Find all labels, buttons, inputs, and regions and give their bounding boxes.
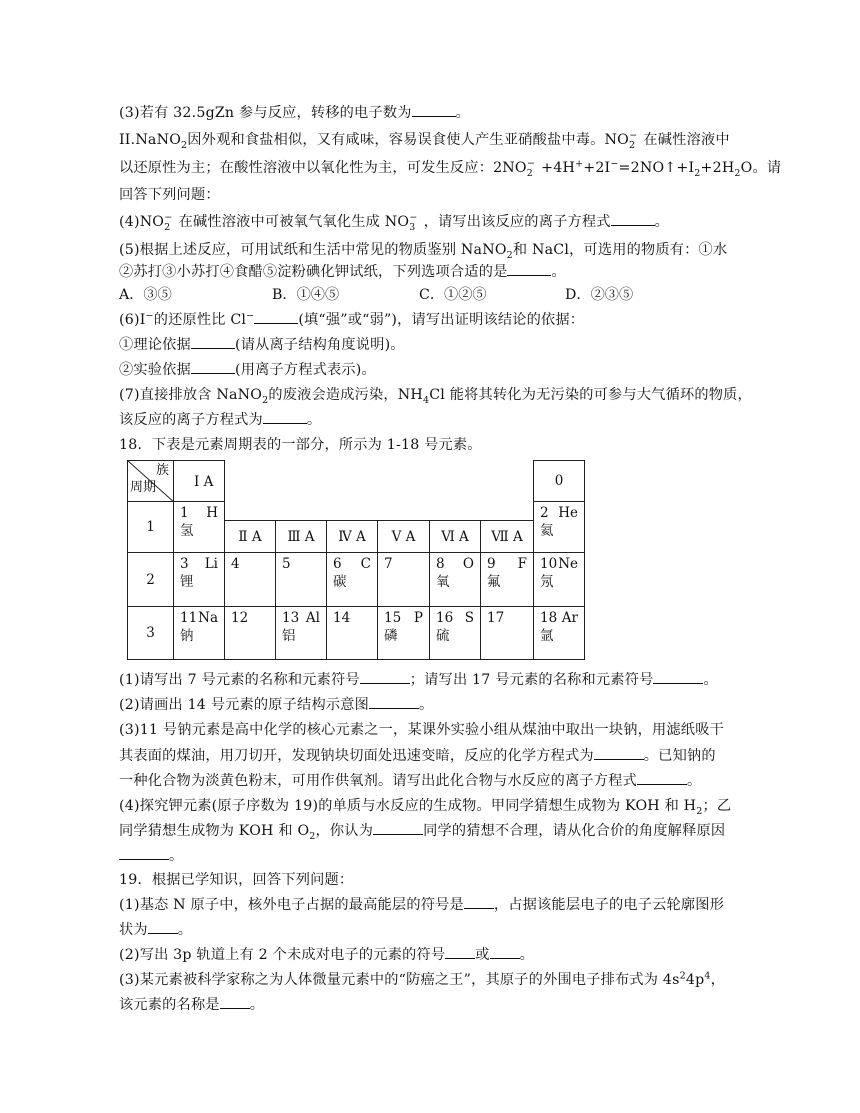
q18-part3-line1 xyxy=(119,720,749,740)
atomic-number: 10 xyxy=(540,556,558,572)
text: (1)请写出 7 号元素的名称和元素符号 xyxy=(119,672,360,688)
element-name: 氢 xyxy=(180,523,194,539)
element-cell-8 xyxy=(429,552,481,607)
table-corner-cell xyxy=(127,460,174,502)
text: 同学的猜想不合理，请从化合价的角度解释原因 xyxy=(423,823,726,839)
element-symbol: P xyxy=(413,610,423,626)
q18-part3-line3 xyxy=(119,771,749,791)
element-cell-12 xyxy=(224,606,276,660)
answer-blank xyxy=(191,335,235,349)
text: (2)写出 3p 轨道上有 2 个未成对电子的元素的符号 xyxy=(119,947,446,963)
element-cell-4 xyxy=(224,552,276,607)
text: (请从离子结构角度说明)。 xyxy=(234,337,405,353)
text: 。 xyxy=(519,947,535,963)
text: 的废液会造成污染，NH xyxy=(268,387,423,403)
text: ；乙 xyxy=(702,798,732,814)
group-label: Ⅱ A xyxy=(238,529,262,545)
answer-blank xyxy=(360,670,410,684)
corner-period-label: 周期 xyxy=(130,480,157,495)
group-header-va xyxy=(377,520,430,554)
q19-part3-line2 xyxy=(119,995,749,1015)
period-label: 1 xyxy=(146,519,155,535)
answer-blank xyxy=(369,695,419,709)
text: ，你认为 xyxy=(315,823,374,839)
element-cell-17 xyxy=(480,606,534,660)
answer-blank xyxy=(611,212,655,226)
q17-intro-line2: 以还原性为主；在酸性溶液中以氧化性为主，可发生反应：$2NO_2^-$ $+4H^++2I^-=2NO↑+I_2+2H_2O$。请 xyxy=(119,158,782,179)
q17-part7-line1: (7)直接排放含 NaNO$_2$的废液会造成污染，$NH_4Cl$ 能将其转化为无污染的可参与大气循环的物质， xyxy=(119,387,752,406)
element-cell-1 xyxy=(173,501,225,553)
q18-part4-line3 xyxy=(119,846,749,866)
atomic-number: 12 xyxy=(231,610,249,626)
text: 一种化合物为淡黄色粉末，可用作供氧剂。请写出此化合物与水反应的离子方程式 xyxy=(119,773,637,789)
q17-part6: (6)I−的还原性比 Cl− (填“强”或“弱”)，请写出证明该结论的依据： xyxy=(119,310,585,328)
answer-blank xyxy=(412,103,456,117)
text: 在碱性溶液中可被氧气氧化生成 NO xyxy=(178,214,410,230)
atomic-number: 11 xyxy=(180,610,198,626)
element-name: 锂 xyxy=(180,574,194,590)
element-name: 氦 xyxy=(540,523,554,539)
text: (填“强”或“弱”)，请写出证明该结论的依据： xyxy=(298,312,585,328)
answer-blank xyxy=(464,895,494,909)
text: 。 xyxy=(249,997,265,1013)
group-label: Ⅰ A xyxy=(194,474,214,490)
element-name: 磷 xyxy=(384,628,398,644)
text: (3)若有 32.5gZn 参与反应，转移的电子数为 xyxy=(119,105,412,121)
atomic-number: 16 xyxy=(436,610,454,626)
text: (用离子方程式表示)。 xyxy=(234,362,376,378)
answer-blank xyxy=(220,995,250,1009)
group-label: Ⅴ A xyxy=(391,529,416,545)
text: (3)某元素被科学家称之为人体微量元素中的“防癌之王”，其原子的外围电子排布式为 4s xyxy=(119,972,680,988)
answer-blank xyxy=(263,410,307,424)
element-cell-15 xyxy=(377,606,430,660)
q19-part1-line2 xyxy=(119,920,749,940)
atomic-number: 3 xyxy=(180,556,189,572)
period-label: 3 xyxy=(146,625,155,641)
group-header-0 xyxy=(533,460,585,502)
element-cell-7 xyxy=(377,552,430,607)
group-label: 0 xyxy=(554,473,564,489)
text: 18．下表是元素周期表的一部分，所示为 1-18 号元素。 xyxy=(119,437,482,453)
element-symbol: Al xyxy=(305,610,320,626)
element-cell-6 xyxy=(326,552,378,607)
text: 其表面的煤油，用刀切开，发现钠块切面处迅速变暗，反应的化学方程式为 xyxy=(119,748,594,764)
answer-blank xyxy=(653,670,703,684)
element-name: 氩 xyxy=(540,628,554,644)
group-label: Ⅲ A xyxy=(287,529,315,545)
text: 该反应的离子方程式为 xyxy=(119,412,263,428)
period-cell-3 xyxy=(127,606,174,660)
q17-intro-line3 xyxy=(119,185,749,205)
element-cell-9 xyxy=(480,552,534,607)
answer-blank xyxy=(148,920,178,934)
text: (1)基态 N 原子中，核外电子占据的最高能层的符号是 xyxy=(119,897,464,913)
text: +2H xyxy=(700,160,735,176)
answer-blank xyxy=(373,821,423,835)
text: ；请写出 17 号元素的名称和元素符号 xyxy=(409,672,654,688)
q17-part6-1 xyxy=(119,335,749,355)
q17-part5-line1: (5)根据上述反应，可用试纸和生活中常见的物质鉴别 NaNO$_2$和 NaCl，可选用的物质有：①水 xyxy=(119,242,728,261)
q17-part4: $(4)NO_2^-$ 在碱性溶液中可被氧气氧化生成 $NO_3^-$ ，请写出该反应的离子方程式 。 xyxy=(119,212,670,233)
group-label: Ⅶ A xyxy=(491,529,523,545)
answer-blank xyxy=(490,945,520,959)
answer-blank xyxy=(637,771,687,785)
element-name: 氖 xyxy=(540,574,554,590)
text: 。已知钠的 xyxy=(643,748,716,764)
atomic-number: 1 xyxy=(180,505,189,521)
group-header-iva xyxy=(326,520,378,554)
text: 。 xyxy=(654,214,670,230)
atomic-number: 14 xyxy=(333,610,351,626)
group-label: Ⅵ A xyxy=(441,529,469,545)
answer-blank xyxy=(445,945,475,959)
element-name: 氟 xyxy=(487,574,501,590)
element-name: 氧 xyxy=(436,574,450,590)
atomic-number: 18 xyxy=(540,610,558,626)
text: 。 xyxy=(455,105,470,121)
element-cell-16 xyxy=(429,606,481,660)
atomic-number: 15 xyxy=(384,610,402,626)
text: 状为 xyxy=(119,922,148,938)
q17-intro-line1: II.NaNO$_2$因外观和食盐相似，又有咸味，容易误食使人产生亚硝酸盐中毒。$NO_2^-$ 在碱性溶液中 xyxy=(119,130,730,151)
group-header-iia xyxy=(224,520,276,554)
text: 。 xyxy=(686,773,702,789)
element-symbol: F xyxy=(517,556,527,572)
q17-part7-line2 xyxy=(119,410,749,430)
element-symbol: Ne xyxy=(558,556,578,572)
atomic-number: 13 xyxy=(282,610,300,626)
q19-part2 xyxy=(119,945,749,965)
answer-blank xyxy=(191,360,235,374)
text: (4)探究钾元素(原子序数为 19)的单质与水反应的生成物。甲同学猜想生成物为 KOH 和 H xyxy=(119,798,697,814)
element-cell-3 xyxy=(173,552,225,607)
atomic-number: 6 xyxy=(333,556,342,572)
text: ，占据该能层电子的电子云轮廓图形 xyxy=(493,897,725,913)
element-cell-14 xyxy=(326,606,378,660)
element-name: 碳 xyxy=(333,574,347,590)
group-header-iiia xyxy=(275,520,327,554)
text: 。 xyxy=(177,922,193,938)
text: 19．根据已学知识，回答下列问题： xyxy=(119,872,354,888)
atomic-number: 9 xyxy=(487,556,496,572)
text: (6)I xyxy=(119,312,146,328)
text: 。 xyxy=(306,412,322,428)
element-cell-13 xyxy=(275,606,327,660)
element-symbol: He xyxy=(558,505,578,521)
element-cell-5 xyxy=(275,552,327,607)
q18-part4-line1: (4)探究钾元素(原子序数为 19)的单质与水反应的生成物。甲同学猜想生成物为 KOH 和 $H_2$；乙 xyxy=(119,798,732,817)
text: 以还原性为主；在酸性溶液中以氧化性为主，可发生反应：2NO xyxy=(119,160,527,176)
text: (7)直接排放含 NaNO xyxy=(119,387,263,403)
answer-blank xyxy=(594,746,644,760)
text: 的还原性比 Cl xyxy=(153,312,247,328)
group-header-ia xyxy=(173,460,225,502)
atomic-number: 4 xyxy=(231,556,240,572)
answer-blank xyxy=(254,310,298,324)
element-symbol: C xyxy=(360,556,371,572)
element-symbol: H xyxy=(206,505,218,521)
atomic-number: 7 xyxy=(384,556,393,572)
text: 或 xyxy=(475,947,490,963)
text: ②苏打③小苏打④食醋⑤淀粉碘化钾试纸，下列选项合适的是 xyxy=(119,264,508,280)
element-symbol: Li xyxy=(204,556,218,572)
element-symbol: Ar xyxy=(561,610,578,626)
element-cell-10 xyxy=(533,552,585,607)
text: 回答下列问题： xyxy=(119,187,220,203)
text: 和 NaCl，可选用的物质有：①水 xyxy=(512,242,728,258)
element-name: 硫 xyxy=(436,628,450,644)
text: II.NaNO xyxy=(119,132,182,148)
answer-blank xyxy=(119,846,169,860)
option-a[interactable]: A．③⑤ xyxy=(119,287,172,303)
element-symbol: Na xyxy=(198,610,218,626)
text: 该元素的名称是 xyxy=(119,997,220,1013)
text: (5)根据上述反应，可用试纸和生活中常见的物质鉴别 NaNO xyxy=(119,242,507,258)
text: 因外观和食盐相似，又有咸味，容易误食使人产生亚硝酸盐中毒。NO xyxy=(187,132,629,148)
q17-part6-2 xyxy=(119,360,749,380)
text: ②实验依据 xyxy=(119,362,191,378)
text: 。 xyxy=(551,264,566,280)
option-d[interactable]: D．②③⑤ xyxy=(565,287,634,303)
atomic-number: 5 xyxy=(282,556,291,572)
element-symbol: S xyxy=(464,610,474,626)
element-cell-18 xyxy=(533,606,585,660)
text: 。 xyxy=(169,848,184,864)
text: (3)11 号钠元素是高中化学的核心元素之一，某课外实验小组从煤油中取出一块钠，用滤纸吸干 xyxy=(119,722,724,738)
period-cell-2 xyxy=(127,552,174,607)
text: 在碱性溶液中 xyxy=(643,132,730,148)
text: 4p xyxy=(685,972,705,988)
period-cell-1 xyxy=(127,501,174,553)
corner-group-label: 族 xyxy=(155,463,169,478)
q18-part1 xyxy=(119,670,749,690)
element-cell-2 xyxy=(533,501,585,553)
option-c[interactable]: C．①②⑤ xyxy=(419,287,487,303)
text: (4)NO xyxy=(119,214,165,230)
text: =2NO↑+I xyxy=(618,160,695,176)
element-name: 钠 xyxy=(180,628,194,644)
text: 。 xyxy=(703,672,718,688)
group-label: Ⅳ A xyxy=(338,529,366,545)
q19-part1-line1 xyxy=(119,895,749,915)
text: 。 xyxy=(419,697,434,713)
atomic-number: 2 xyxy=(540,505,549,521)
option-b[interactable]: B．①④⑤ xyxy=(272,287,340,303)
q19-intro xyxy=(119,870,749,890)
answer-blank xyxy=(507,262,551,276)
element-cell-11 xyxy=(173,606,225,660)
element-name: 铝 xyxy=(282,628,296,644)
q17-part3 xyxy=(119,103,749,123)
group-header-via xyxy=(429,520,481,554)
element-symbol: O xyxy=(462,556,474,572)
text: ， xyxy=(710,972,725,988)
text: O。请 xyxy=(740,160,782,176)
text: +4H xyxy=(541,160,576,176)
text: +2I xyxy=(583,160,611,176)
q19-part3-line1: (3)某元素被科学家称之为人体微量元素中的“防癌之王”，其原子的外围电子排布式为 $4s^24p^4$， xyxy=(119,970,725,988)
period-label: 2 xyxy=(146,571,155,588)
atomic-number: 17 xyxy=(487,610,505,626)
text: ①理论依据 xyxy=(119,337,191,353)
q18-intro xyxy=(119,435,749,455)
text: (2)请画出 14 号元素的原子结构示意图 xyxy=(119,697,369,713)
q18-part3-line2 xyxy=(119,746,749,766)
text: ，请写出该反应的离子方程式 xyxy=(423,214,611,230)
text: Cl 能将其转化为无污染的可参与大气循环的物质， xyxy=(429,387,752,403)
atomic-number: 8 xyxy=(436,556,445,572)
q17-part5-line2 xyxy=(119,262,749,282)
text: 同学猜想生成物为 KOH 和 O xyxy=(119,823,310,839)
periodic-table xyxy=(127,460,585,660)
q18-part4-line2: 同学猜想生成物为 KOH 和 $O_2$，你认为 同学的猜想不合理，请从化合价的角度解释原因 xyxy=(119,823,726,842)
q18-part2 xyxy=(119,695,749,715)
group-header-viia xyxy=(480,520,534,554)
